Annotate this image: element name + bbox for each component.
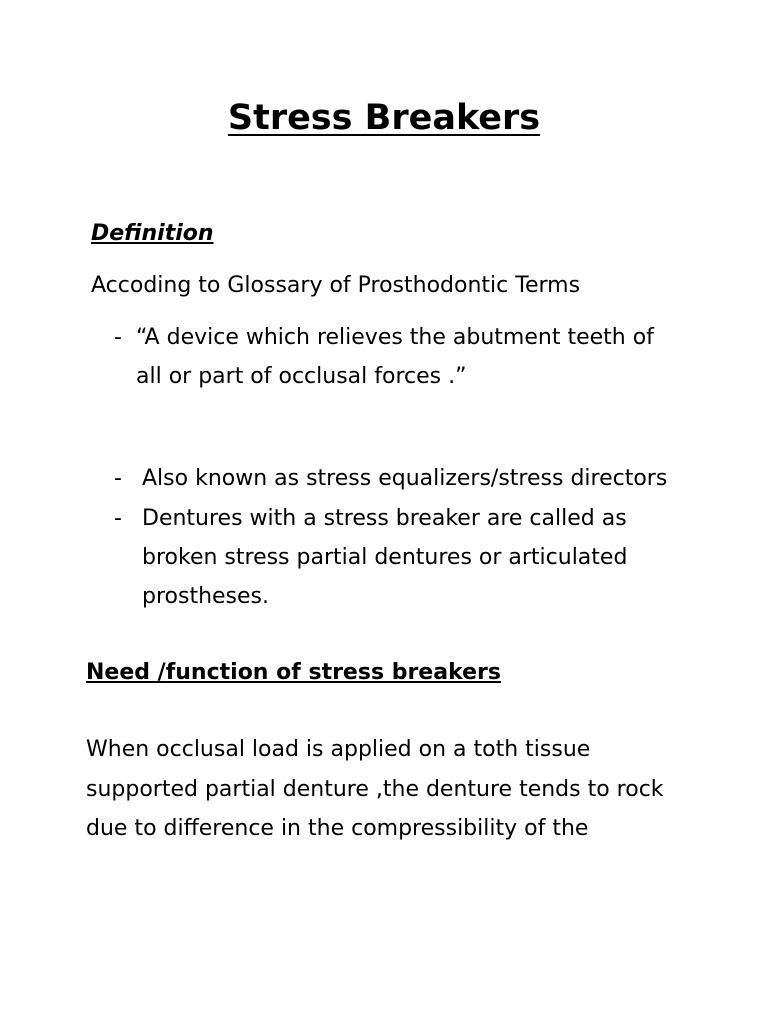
bullet-line: all or part of occlusal forces .”	[136, 364, 467, 389]
page-title: Stress Breakers	[227, 98, 541, 138]
bullet-line: Dentures with a stress breaker are called as	[142, 506, 627, 531]
definition-heading: Definition	[91, 221, 214, 246]
bullet-text	[142, 499, 714, 616]
bullet-item	[114, 459, 714, 499]
paragraph-line: When occlusal load is applied on a toth tissue	[86, 737, 591, 762]
bullet-line: prostheses.	[142, 584, 270, 609]
bullet-line: Also known as stress equalizers/stress directors	[142, 466, 668, 491]
need-heading: Need /function of stress breakers	[86, 660, 501, 685]
bullet-item	[114, 318, 714, 398]
intro-text: Accoding to Glossary of Prosthodontic Terms	[91, 273, 581, 298]
bullet-item	[114, 499, 714, 619]
bullet-text	[142, 459, 714, 498]
body-paragraph	[86, 730, 726, 849]
paragraph-line: due to difference in the compressibility of the	[86, 816, 589, 841]
paragraph-line: supported partial denture ,the denture tends to rock	[86, 776, 664, 802]
bullet-dash: -	[114, 506, 122, 531]
bullet-line: “A device which relieves the abutment teeth of	[136, 325, 654, 350]
bullet-dash: -	[114, 466, 122, 491]
bullet-line: broken stress partial dentures or articulated	[142, 545, 628, 570]
bullet-dash: -	[114, 325, 122, 350]
bullet-text	[136, 318, 716, 396]
